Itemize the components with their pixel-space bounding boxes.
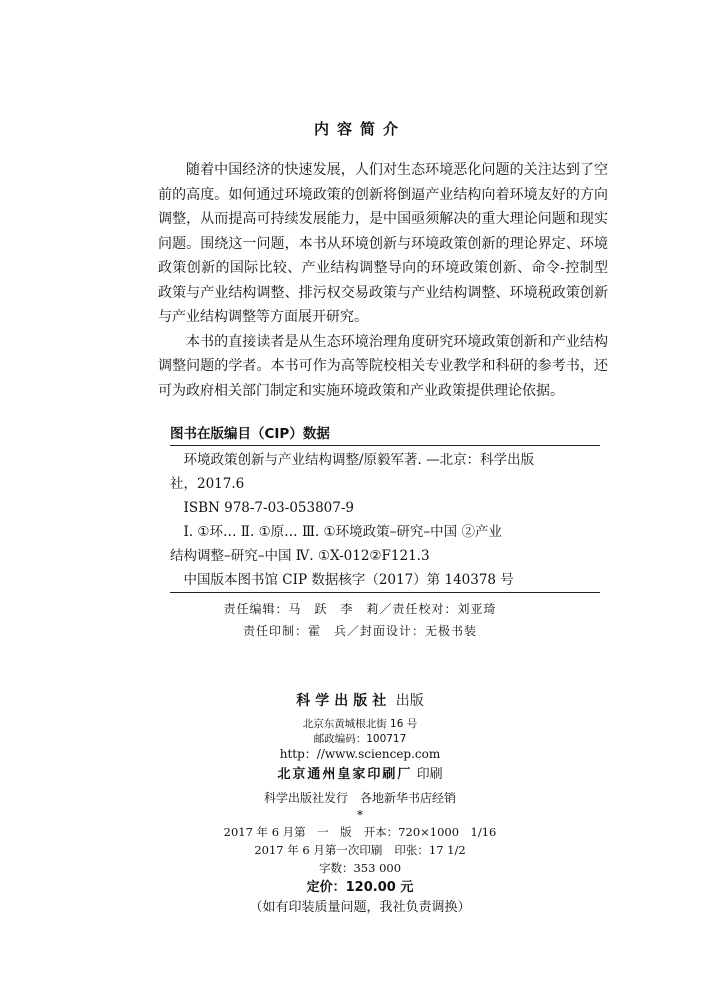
intro-text (158, 158, 608, 403)
publisher-suffix: 出版 (395, 693, 424, 709)
printed-sheets: 印张：17 1/2 (394, 843, 466, 857)
printer-suffix: 印刷 (416, 767, 443, 782)
cip-divider (170, 592, 600, 593)
distribution-line: 科学出版社发行 各地新华书店经销 (263, 791, 456, 805)
cip-record (170, 448, 610, 592)
intro-paragraph-1: 随着中国经济的快速发展，人们对生态环境恶化问题的关注达到了空前的高度。如何通过环境政策的创新将倒逼产业结构向着环境友好的方向调整，从而提高可持续发展能力，是中国亟须解决的重大理论问题和现实问题。围绕这一问题，本书从环境创新与环境政策创新的理论界定、环境政策创新的国际比较、产业结构调整导向的环境政策创新、命令-控制型政策与产业结构调整、排污权交易政策与产业结构调整、环境税政策创新与产业结构调整等方面展开研究。 (158, 162, 608, 325)
intro-paragraph-2: 本书的直接读者是从生态环境治理角度研究环境政策创新和产业结构调整问题的学者。本书可作为高等院校相关专业教学和科研的参考书，还可为政府相关部门制定和实施环境政策和产业政策提供理论依据。 (158, 333, 608, 399)
printer-line (0, 763, 720, 782)
cip-line-record-number: 中国版本图书馆 CIP 数据核字（2017）第 140378 号 (183, 572, 514, 588)
publisher-name: 科学出版社 (296, 693, 392, 709)
publisher-address: 北京东黄城根北街 16 号 (302, 718, 418, 730)
publisher-url: http：//www.sciencep.com (279, 747, 441, 761)
printing-date: 2017 年 6 月第一次印刷 (254, 843, 383, 857)
section-title: 内容简介 (313, 120, 406, 138)
word-count: 字数：353 000 (318, 861, 402, 875)
staff-production: 责任印制：霍 兵／封面设计：无极书装 (242, 624, 477, 638)
format-size: 开本：720×1000 1/16 (363, 825, 497, 839)
edition-date: 2017 年 6 月第 一 版 (223, 825, 352, 839)
separator-star: * (357, 808, 363, 822)
cip-line-classification: 结构调整–研究–中国 Ⅳ. ①X-012②F121.3 (170, 548, 430, 564)
publisher-postcode: 邮政编码：100717 (313, 733, 407, 745)
edition-line-2 (0, 842, 720, 858)
cip-line-isbn: ISBN 978-7-03-053807-9 (183, 500, 355, 516)
cip-line-date: 社，2017.6 (170, 476, 245, 492)
edition-line-1 (0, 824, 720, 840)
staff-editors: 责任编辑：马 跃 李 莉／责任校对：刘亚琦 (223, 602, 497, 616)
price: 定价：120.00 元 (306, 880, 414, 895)
cip-line-title: 环境政策创新与产业结构调整/原毅军著. —北京：科学出版 (183, 452, 535, 468)
cip-heading: 图书在版编目（CIP）数据 (170, 422, 600, 446)
quality-note: （如有印装质量问题，我社负责调换） (249, 900, 471, 915)
printer-name: 北京通州皇家印刷厂 (277, 767, 413, 782)
publisher-line (0, 690, 720, 710)
cip-line-subjects: Ⅰ. ①环… Ⅱ. ①原… Ⅲ. ①环境政策–研究–中国 ②产业 (183, 524, 502, 540)
